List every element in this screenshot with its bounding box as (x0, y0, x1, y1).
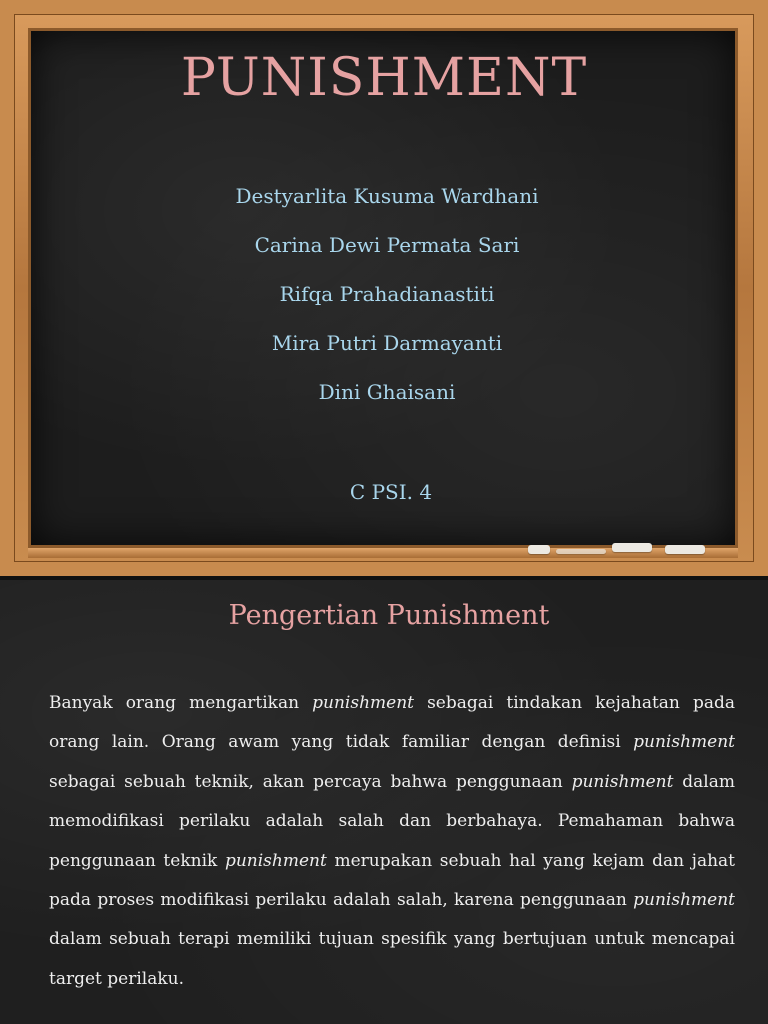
text-run: dalam memodifikasi perilaku adalah salah dan berbahaya. Pemahaman bahwa penggunaan teknik (49, 771, 735, 871)
class-label: C PSI. 4 (349, 480, 433, 504)
italic-term: punishment (312, 693, 414, 713)
author-list (0, 178, 768, 423)
italic-term: punishment (633, 732, 735, 753)
text-run: Banyak orang mengartikan (49, 693, 313, 713)
author-name: Mira Putri Darmayanti (271, 331, 503, 355)
definition-slide (0, 580, 768, 1024)
section-title: Pengertian Punishment (228, 600, 550, 631)
author-name: Dini Ghaisani (318, 380, 456, 404)
chalk-piece (665, 545, 705, 554)
text-run: merupakan sebuah hal yang kejam dan jahat pada proses modifikasi perilaku adalah salah, karena penggunaan (49, 850, 736, 911)
author-name: Destyarlita Kusuma Wardhani (235, 184, 539, 208)
chalk-piece (528, 545, 550, 554)
text-run: sebagai sebuah teknik, akan percaya bahwa penggunaan (49, 771, 572, 792)
chalk-dust (556, 549, 606, 554)
text-run: sebagai tindakan kejahatan pada orang lain. Orang awam yang tidak familiar dengan definisi (49, 693, 735, 753)
italic-term: punishment (633, 890, 735, 911)
definition-paragraph (49, 684, 735, 999)
italic-term: punishment (224, 850, 327, 871)
author-name: Rifqa Prahadianastiti (279, 282, 495, 306)
slide-title: PUNISHMENT (180, 48, 588, 108)
author-name: Carina Dewi Permata Sari (254, 233, 520, 257)
italic-term: punishment (571, 771, 674, 792)
text-run: dalam sebuah terapi memiliki tujuan spesifik yang bertujuan untuk mencapai target perilaku. (49, 929, 735, 989)
chalk-piece (612, 543, 652, 552)
